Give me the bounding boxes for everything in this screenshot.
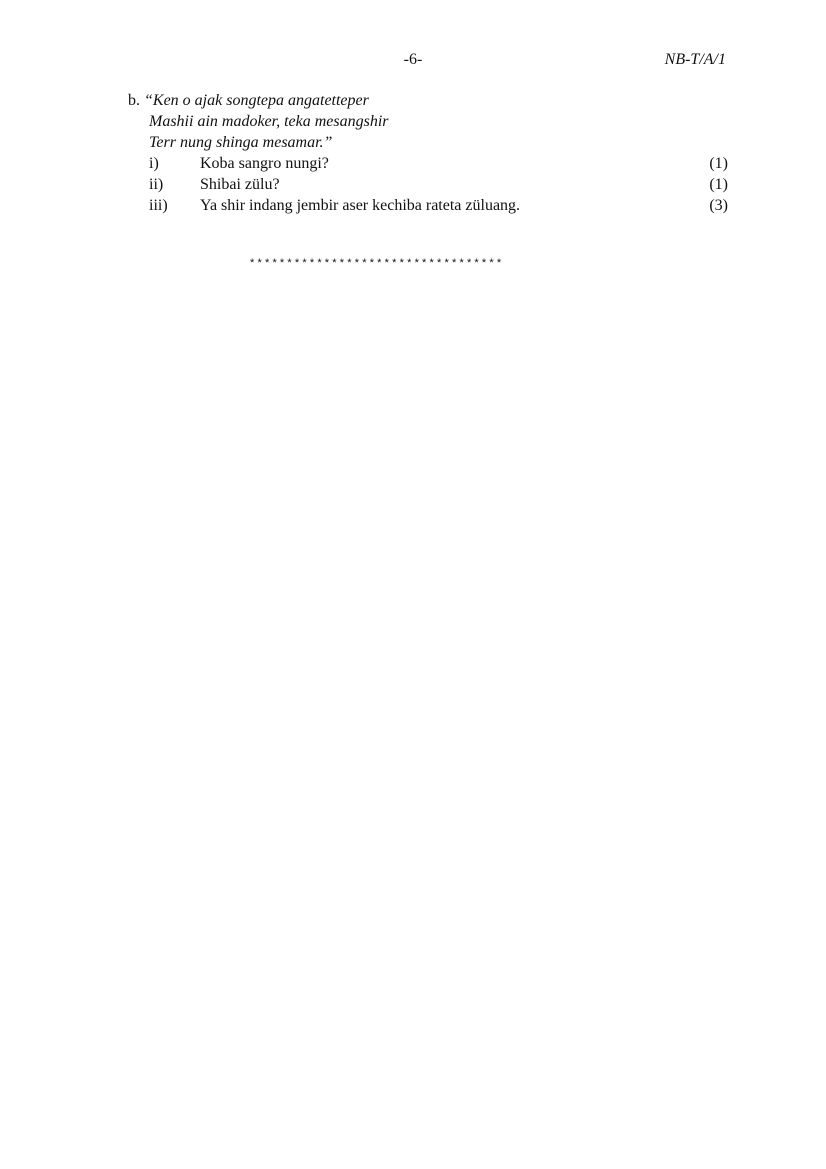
- sub-question-number: iii): [149, 197, 168, 214]
- end-divider: **********************************: [250, 257, 505, 269]
- sub-question-marks: (3): [709, 197, 728, 214]
- sub-question-text: Shibai zülu?: [200, 176, 280, 193]
- sub-question-marks: (1): [709, 155, 728, 172]
- quote-line-1: [128, 90, 728, 111]
- sub-question-text: Koba sangro nungi?: [200, 155, 329, 172]
- sub-question-number: ii): [149, 176, 164, 193]
- sub-question-number: i): [149, 155, 159, 172]
- quote-line-2: Mashii ain madoker, teka mesangshir: [149, 113, 389, 130]
- sub-question-marks: (1): [709, 176, 728, 193]
- sub-question: [128, 153, 728, 174]
- sub-question: [128, 174, 728, 195]
- sub-question-text: Ya shir indang jembir aser kechiba rateta züluang.: [200, 197, 521, 214]
- quote-text: “Ken o ajak songtepa angatetteper: [144, 92, 369, 109]
- question-label: b.: [128, 92, 140, 109]
- quote-line-3: Terr nung shinga mesamar.”: [149, 134, 333, 151]
- sub-question: [128, 195, 728, 216]
- page-number: -6-: [403, 51, 423, 68]
- question-b: [128, 90, 728, 216]
- document-code: NB-T/A/1: [664, 51, 726, 68]
